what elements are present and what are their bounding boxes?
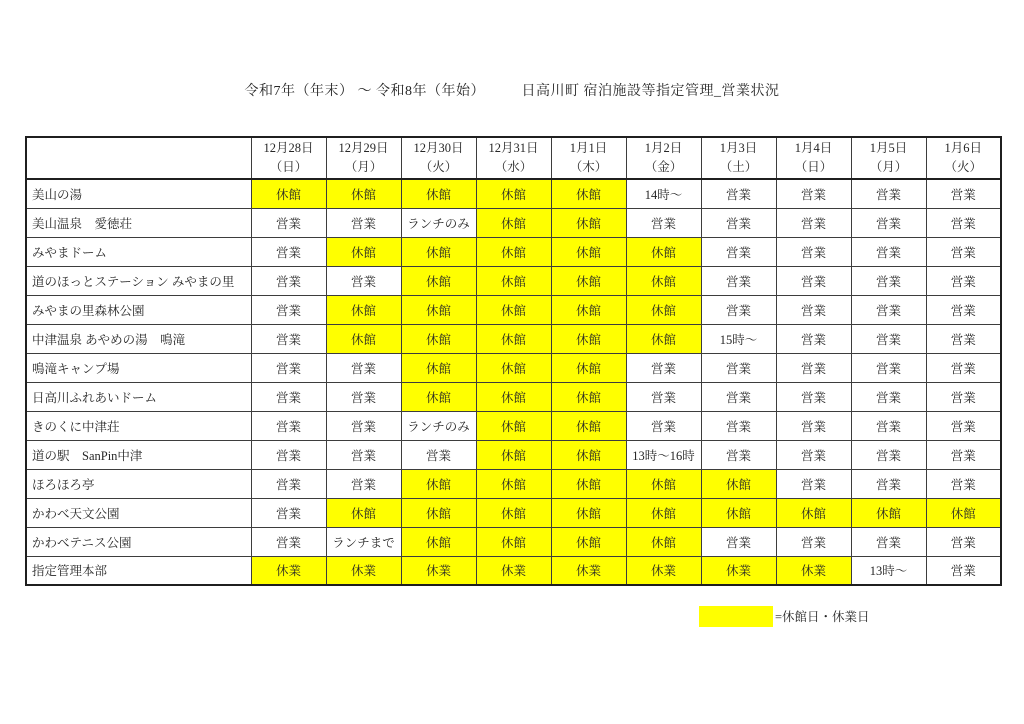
- status-cell: 営業: [926, 324, 1001, 353]
- table-row: [26, 556, 1001, 585]
- date-header-cell: 12月29日 （月）: [326, 137, 401, 179]
- status-cell: 営業: [851, 237, 926, 266]
- status-cell: 営業: [701, 237, 776, 266]
- facility-name-cell: 中津温泉 あやめの湯 鳴滝: [26, 324, 251, 353]
- status-cell: 営業: [251, 411, 326, 440]
- status-cell: 営業: [701, 382, 776, 411]
- date-header-cell: 1月4日 （日）: [776, 137, 851, 179]
- status-cell: 営業: [251, 527, 326, 556]
- status-cell: 休館: [551, 469, 626, 498]
- table-row: [26, 324, 1001, 353]
- status-cell: 営業: [776, 382, 851, 411]
- status-cell: 営業: [401, 440, 476, 469]
- status-cell: 休館: [626, 237, 701, 266]
- status-cell: 営業: [926, 527, 1001, 556]
- status-cell: 休館: [401, 498, 476, 527]
- facility-name-cell: みやまの里森林公園: [26, 295, 251, 324]
- status-cell: 休館: [476, 527, 551, 556]
- status-cell: 営業: [926, 440, 1001, 469]
- date-header-cell: 12月30日 （火）: [401, 137, 476, 179]
- status-cell: 15時〜: [701, 324, 776, 353]
- status-cell: 休館: [401, 469, 476, 498]
- status-cell: 休館: [701, 498, 776, 527]
- date-header-cell: 12月28日 （日）: [251, 137, 326, 179]
- status-cell: 休館: [551, 208, 626, 237]
- status-cell: 休館: [551, 411, 626, 440]
- status-cell: 休館: [626, 469, 701, 498]
- status-cell: 13時〜: [851, 556, 926, 585]
- status-cell: 営業: [926, 353, 1001, 382]
- status-cell: 休館: [626, 266, 701, 295]
- status-cell: 休館: [401, 382, 476, 411]
- status-cell: 営業: [926, 556, 1001, 585]
- status-cell: 休館: [326, 295, 401, 324]
- status-cell: 休業: [701, 556, 776, 585]
- status-cell: 営業: [851, 324, 926, 353]
- table-row: [26, 295, 1001, 324]
- legend-label: =休館日・休業日: [775, 610, 870, 624]
- status-cell: 営業: [251, 295, 326, 324]
- status-cell: 営業: [251, 469, 326, 498]
- status-cell: 営業: [626, 382, 701, 411]
- status-cell: 休業: [476, 556, 551, 585]
- status-cell: 休館: [701, 469, 776, 498]
- status-cell: 営業: [251, 382, 326, 411]
- status-cell: 営業: [701, 411, 776, 440]
- status-cell: ランチのみ: [401, 411, 476, 440]
- status-cell: 営業: [851, 179, 926, 208]
- status-cell: 休館: [626, 295, 701, 324]
- legend: [699, 605, 870, 627]
- table-row: [26, 179, 1001, 208]
- status-cell: 13時〜16時: [626, 440, 701, 469]
- status-cell: 営業: [926, 411, 1001, 440]
- status-cell: 休業: [776, 556, 851, 585]
- facility-name-cell: 指定管理本部: [26, 556, 251, 585]
- status-cell: 休館: [401, 324, 476, 353]
- status-cell: 営業: [851, 353, 926, 382]
- status-cell: 休館: [926, 498, 1001, 527]
- status-cell: 休館: [476, 469, 551, 498]
- facility-name-cell: かわべテニス公園: [26, 527, 251, 556]
- status-cell: 休館: [476, 353, 551, 382]
- status-cell: 休館: [476, 266, 551, 295]
- date-header-cell: 1月6日 （火）: [926, 137, 1001, 179]
- status-cell: 休業: [551, 556, 626, 585]
- status-cell: 営業: [851, 527, 926, 556]
- date-header-cell: 1月1日 （木）: [551, 137, 626, 179]
- status-cell: 営業: [776, 527, 851, 556]
- table-row: [26, 237, 1001, 266]
- table-row: [26, 469, 1001, 498]
- status-cell: 営業: [776, 208, 851, 237]
- date-header-cell: 1月2日 （金）: [626, 137, 701, 179]
- status-cell: 営業: [851, 266, 926, 295]
- status-cell: 休館: [551, 266, 626, 295]
- status-cell: 休館: [551, 179, 626, 208]
- status-cell: 休館: [551, 498, 626, 527]
- status-cell: 休館: [476, 179, 551, 208]
- status-cell: 休館: [551, 324, 626, 353]
- status-cell: 休館: [551, 353, 626, 382]
- date-header-cell: 1月5日 （月）: [851, 137, 926, 179]
- status-cell: 休館: [551, 295, 626, 324]
- status-cell: ランチまで: [326, 527, 401, 556]
- status-cell: 休館: [776, 498, 851, 527]
- facility-name-cell: ほろほろ亭: [26, 469, 251, 498]
- status-cell: 営業: [776, 469, 851, 498]
- status-cell: 営業: [701, 353, 776, 382]
- status-cell: 休館: [401, 295, 476, 324]
- status-cell: 営業: [851, 295, 926, 324]
- status-cell: 営業: [626, 208, 701, 237]
- status-cell: 休館: [551, 237, 626, 266]
- status-cell: 休業: [326, 556, 401, 585]
- status-cell: 休館: [551, 527, 626, 556]
- corner-cell: [26, 137, 251, 179]
- legend-highlight-swatch: [699, 606, 773, 627]
- status-cell: 営業: [851, 440, 926, 469]
- table-row: [26, 208, 1001, 237]
- status-cell: 休館: [401, 527, 476, 556]
- date-header-cell: 12月31日 （水）: [476, 137, 551, 179]
- status-cell: 営業: [776, 237, 851, 266]
- status-cell: 休館: [401, 266, 476, 295]
- table-body: [26, 179, 1001, 585]
- status-cell: 営業: [701, 179, 776, 208]
- status-cell: 営業: [851, 411, 926, 440]
- status-cell: 営業: [251, 440, 326, 469]
- status-cell: 休館: [476, 295, 551, 324]
- status-cell: 営業: [851, 469, 926, 498]
- status-cell: 休館: [626, 324, 701, 353]
- status-cell: 休館: [326, 324, 401, 353]
- status-cell: 営業: [776, 324, 851, 353]
- facility-name-cell: みやまドーム: [26, 237, 251, 266]
- facility-name-cell: 美山の湯: [26, 179, 251, 208]
- status-cell: 営業: [776, 411, 851, 440]
- table-row: [26, 440, 1001, 469]
- status-cell: 14時〜: [626, 179, 701, 208]
- status-cell: 営業: [251, 237, 326, 266]
- status-cell: 休館: [476, 498, 551, 527]
- status-cell: 休業: [401, 556, 476, 585]
- status-cell: 営業: [926, 469, 1001, 498]
- status-cell: 営業: [251, 208, 326, 237]
- status-cell: 営業: [326, 469, 401, 498]
- status-cell: 休館: [326, 179, 401, 208]
- status-cell: 営業: [776, 295, 851, 324]
- status-cell: 休館: [551, 440, 626, 469]
- status-cell: 営業: [326, 266, 401, 295]
- status-cell: 営業: [251, 266, 326, 295]
- status-cell: 休館: [851, 498, 926, 527]
- status-cell: 営業: [851, 208, 926, 237]
- status-cell: 休館: [401, 179, 476, 208]
- table-row: [26, 411, 1001, 440]
- table-row: [26, 353, 1001, 382]
- status-cell: 休業: [251, 556, 326, 585]
- status-cell: 休業: [626, 556, 701, 585]
- facility-name-cell: 美山温泉 愛徳荘: [26, 208, 251, 237]
- status-table: [25, 136, 1002, 586]
- status-cell: 休館: [476, 324, 551, 353]
- status-cell: 営業: [701, 266, 776, 295]
- status-cell: 営業: [701, 295, 776, 324]
- status-cell: 営業: [251, 353, 326, 382]
- status-cell: 営業: [926, 382, 1001, 411]
- status-cell: 休館: [476, 440, 551, 469]
- facility-name-cell: 道の駅 SanPin中津: [26, 440, 251, 469]
- status-cell: 休館: [326, 498, 401, 527]
- status-cell: 営業: [926, 237, 1001, 266]
- facility-name-cell: 鳴滝キャンプ場: [26, 353, 251, 382]
- status-cell: 営業: [626, 411, 701, 440]
- status-cell: 営業: [926, 179, 1001, 208]
- status-cell: 営業: [926, 208, 1001, 237]
- status-cell: 営業: [326, 411, 401, 440]
- status-cell: 営業: [926, 295, 1001, 324]
- status-cell: 休館: [476, 237, 551, 266]
- facility-name-cell: 日高川ふれあいドーム: [26, 382, 251, 411]
- facility-name-cell: 道のほっとステーション みやまの里: [26, 266, 251, 295]
- status-cell: 営業: [851, 382, 926, 411]
- status-cell: 休館: [626, 498, 701, 527]
- status-cell: 営業: [776, 266, 851, 295]
- status-cell: 営業: [701, 440, 776, 469]
- date-header-cell: 1月3日 （土）: [701, 137, 776, 179]
- table-header: [26, 137, 1001, 179]
- status-cell: 営業: [701, 527, 776, 556]
- table-row: [26, 527, 1001, 556]
- status-cell: 休館: [401, 237, 476, 266]
- table-row: [26, 266, 1001, 295]
- status-cell: 休館: [326, 237, 401, 266]
- status-cell: 営業: [701, 208, 776, 237]
- status-cell: 営業: [776, 440, 851, 469]
- header-row: [26, 137, 1001, 179]
- status-cell: 営業: [926, 266, 1001, 295]
- status-cell: ランチのみ: [401, 208, 476, 237]
- status-cell: 営業: [251, 498, 326, 527]
- status-cell: 営業: [251, 324, 326, 353]
- facility-name-cell: きのくに中津荘: [26, 411, 251, 440]
- status-cell: 営業: [776, 179, 851, 208]
- status-cell: 休館: [476, 208, 551, 237]
- status-cell: 営業: [626, 353, 701, 382]
- page-title: 令和7年（年末） 〜 令和8年（年始） 日高川町 宿泊施設等指定管理_営業状況: [244, 84, 780, 99]
- status-cell: 休館: [401, 353, 476, 382]
- status-cell: 休館: [251, 179, 326, 208]
- status-cell: 休館: [476, 382, 551, 411]
- status-cell: 営業: [326, 382, 401, 411]
- table-row: [26, 382, 1001, 411]
- status-cell: 営業: [326, 440, 401, 469]
- facility-name-cell: かわべ天文公園: [26, 498, 251, 527]
- status-cell: 休館: [476, 411, 551, 440]
- status-cell: 休館: [551, 382, 626, 411]
- status-cell: 営業: [326, 353, 401, 382]
- status-cell: 営業: [326, 208, 401, 237]
- table-row: [26, 498, 1001, 527]
- status-cell: 営業: [776, 353, 851, 382]
- status-cell: 休館: [626, 527, 701, 556]
